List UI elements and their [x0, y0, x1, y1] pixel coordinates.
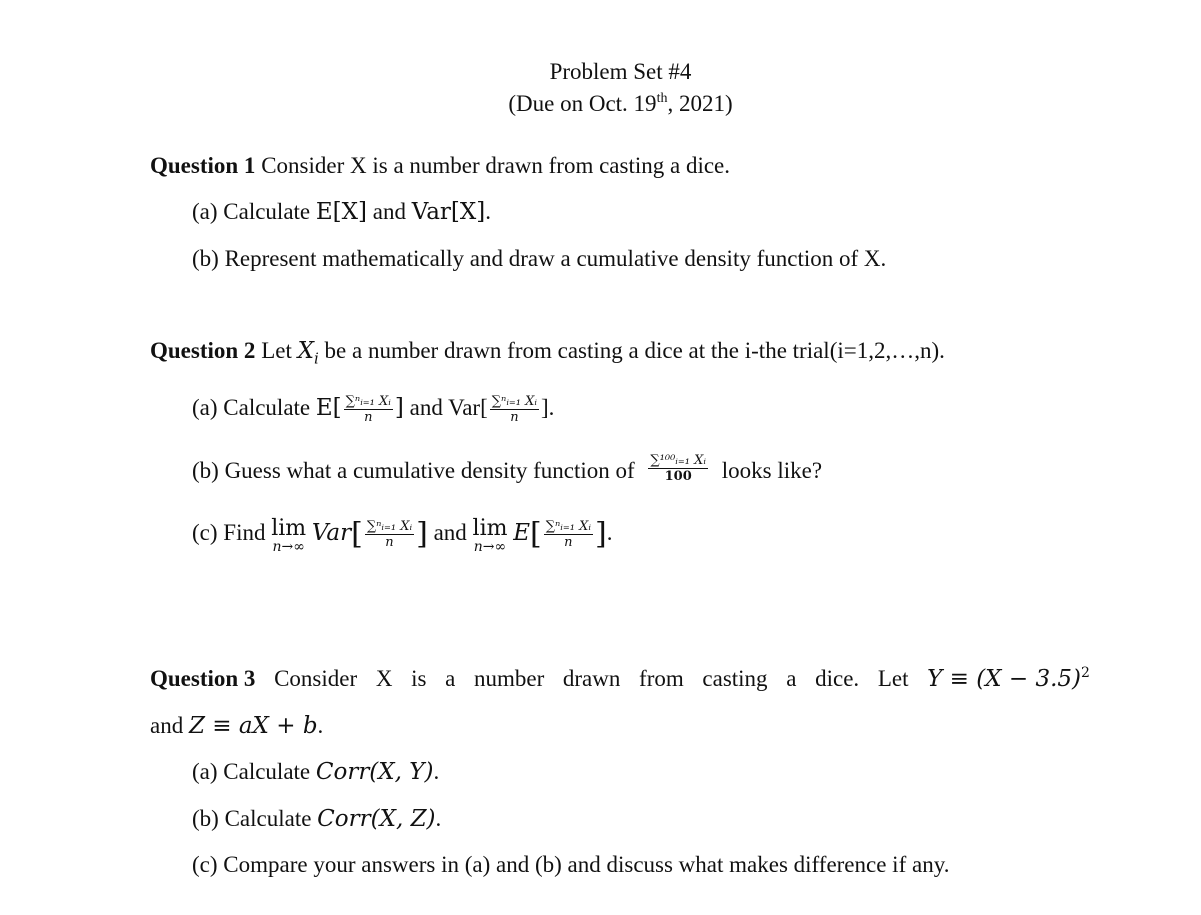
q3-b-expr: Corr(X, Z) [317, 806, 436, 832]
q2-var: X [297, 338, 314, 364]
q3-y-def-wrap [927, 664, 1090, 694]
q1-b: (b) Represent mathematically and draw a cumulative density function of X. [192, 246, 887, 271]
q2-b-prefix: (b) Guess what a cumulative density function of [192, 458, 641, 483]
frac-denominator: 100 [664, 469, 692, 485]
page-title: Problem Set #4 [549, 59, 692, 84]
q3-word: Consider [274, 666, 358, 691]
frac-denominator: n [510, 410, 519, 426]
due-date [20, 89, 1201, 119]
q3-y-sup: 2 [1081, 665, 1090, 681]
q2-a-prefix: (a) Calculate [192, 395, 316, 420]
q3-line2-prefix: and [150, 713, 189, 738]
q1-a-and: and [367, 199, 412, 224]
q2-b-suffix: looks like? [716, 458, 823, 483]
right-bracket: ] [594, 516, 607, 552]
q3-word: casting [702, 666, 768, 691]
q2-c-prefix: (c) Find [192, 520, 272, 545]
q1-a-expr1: E[X] [315, 199, 367, 225]
q2-a-frac2 [490, 394, 539, 425]
q3-a-expr: Corr(X, Y) [315, 759, 434, 785]
q2-var-sub: i [313, 349, 319, 368]
q3-b-end: . [435, 806, 442, 831]
lim-word: lim [271, 516, 307, 541]
q3-word: dice. [815, 666, 860, 691]
q3-z-def: Z ≡ aX + b [188, 713, 318, 739]
q2-label: Question 2 [150, 338, 256, 363]
q2-c-E: E [513, 520, 531, 546]
q2-c [192, 518, 612, 554]
q2-a-frac1 [344, 394, 393, 425]
q3-a [192, 757, 439, 787]
q2-a-E: E[ [315, 395, 342, 421]
q3-word: X [375, 666, 393, 691]
q3-b [192, 804, 441, 834]
left-bracket: [ [530, 516, 542, 552]
q2-a-and: and Var[ [403, 395, 488, 420]
lim-sub: n→∞ [473, 539, 507, 555]
q2-b-frac [648, 453, 708, 484]
q3-word: a [445, 666, 456, 691]
q3-c: (c) Compare your answers in (a) and (b) and discuss what makes difference if any. [192, 852, 950, 877]
due-suffix: , 2021) [667, 91, 733, 116]
q2-c-and: and [433, 520, 473, 545]
q3-a-prefix: (a) Calculate [192, 759, 316, 784]
q1-a [192, 197, 491, 227]
limit-2 [473, 518, 508, 554]
q2-c-frac2 [544, 519, 593, 550]
q3-word: Let [877, 666, 909, 691]
frac-denominator: n [385, 535, 394, 551]
q3-a-end: . [433, 759, 440, 784]
frac-numerator: ∑ⁿᵢ₌₁ Xᵢ [366, 519, 413, 535]
frac-denominator: n [364, 410, 373, 426]
due-sup: th [656, 91, 668, 106]
q3-y-def: Y ≡ (X − 3.5) [927, 666, 1081, 692]
q2-c-frac1 [365, 519, 414, 550]
q1-a-expr2: Var[X] [411, 199, 486, 225]
q1-line [150, 151, 730, 181]
frac-numerator: ∑¹⁰⁰ᵢ₌₁ Xᵢ [650, 453, 706, 469]
frac-numerator: ∑ⁿᵢ₌₁ Xᵢ [491, 394, 538, 410]
q3-line2 [150, 711, 323, 741]
q2-text-prefix: Let [261, 338, 298, 363]
q3-line [150, 664, 1090, 694]
lim-word: lim [472, 516, 508, 541]
q2-c-end: . [606, 520, 613, 545]
limit-1 [271, 518, 306, 554]
q1-a-prefix: (a) Calculate [192, 199, 316, 224]
q3-word: a [786, 666, 797, 691]
due-prefix: (Due on Oct. 19 [508, 91, 657, 116]
q2-a-close2: ]. [541, 395, 555, 420]
q3-line2-end: . [317, 713, 324, 738]
q2-c-var: Var [311, 520, 352, 546]
lim-sub: n→∞ [272, 539, 305, 555]
q2-text-suffix: be a number drawn from casting a dice at the i-the trial(i=1,2,…,n). [318, 338, 945, 363]
q2-a [192, 393, 554, 425]
frac-denominator: n [564, 535, 573, 551]
q3-word: number [473, 666, 545, 691]
q2-line [150, 336, 945, 374]
left-bracket: [ [351, 516, 363, 552]
q2-b [192, 453, 823, 488]
q3-b-prefix: (b) Calculate [192, 806, 318, 831]
q3-word: from [639, 666, 684, 691]
q3-label: Question 3 [150, 666, 256, 691]
q3-word: drawn [562, 666, 621, 691]
frac-numerator: ∑ⁿᵢ₌₁ Xᵢ [345, 394, 391, 410]
right-bracket: ] [416, 516, 428, 552]
q1-text: Consider X is a number drawn from casting a dice. [261, 153, 731, 178]
frac-numerator: ∑ⁿᵢ₌₁ Xᵢ [545, 519, 591, 535]
q2-a-close1: ] [394, 395, 404, 421]
q3-word: is [411, 666, 427, 691]
q1-a-end: . [485, 199, 491, 224]
q1-label: Question 1 [150, 153, 256, 178]
